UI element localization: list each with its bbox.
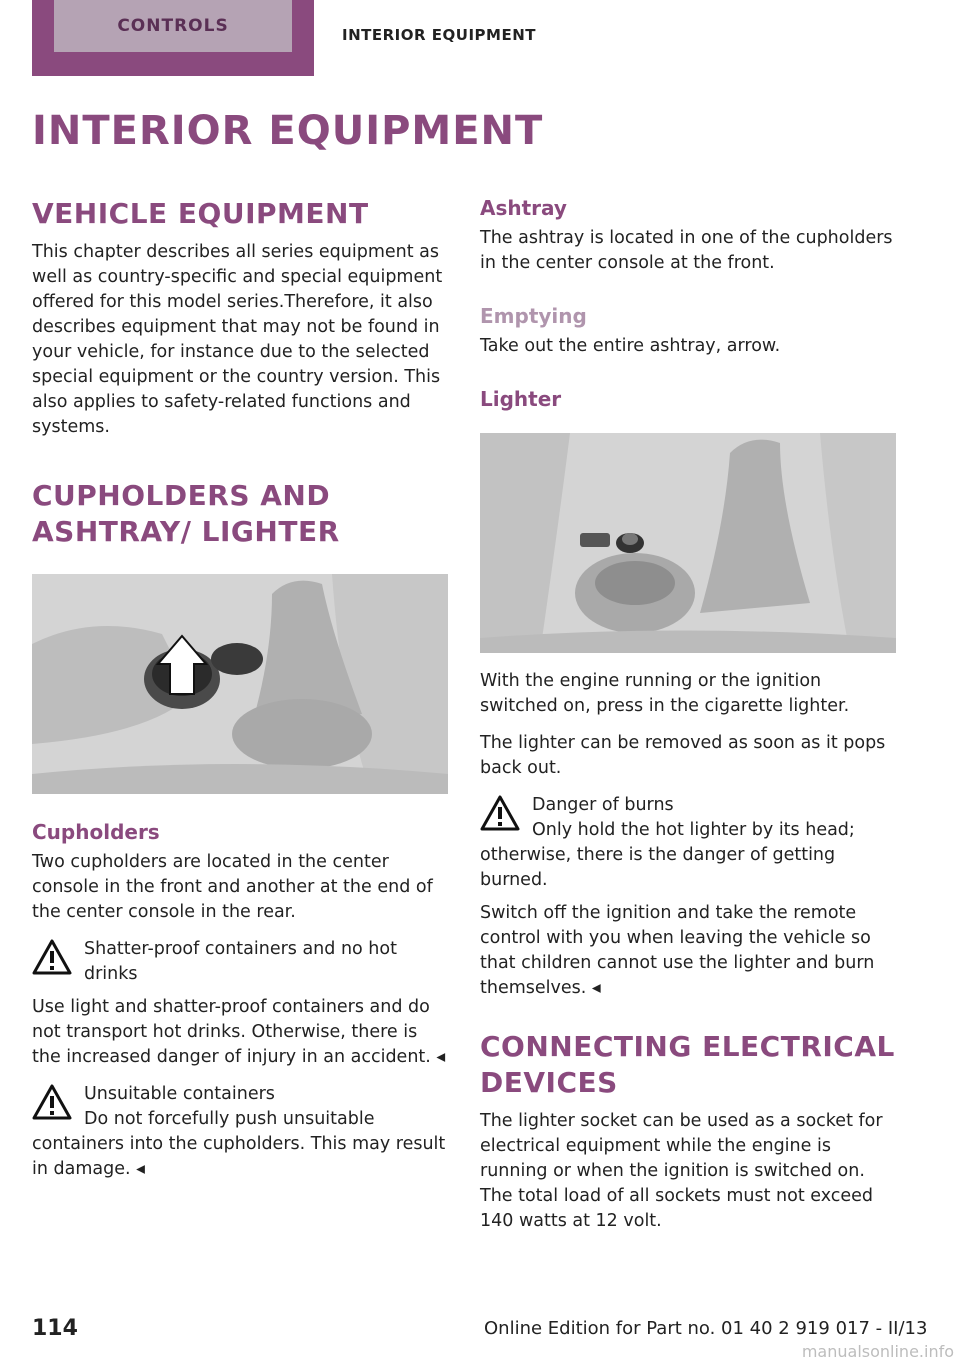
warning-unsuitable-containers xyxy=(32,1082,448,1182)
warning-triangle-icon xyxy=(480,795,520,831)
warning-text: Only hold the hot lighter by its head; otherwise, there is the danger of getting burned. xyxy=(480,820,855,890)
emptying-heading: Emptying xyxy=(480,304,587,328)
emptying-text: Take out the entire ashtray, arrow. xyxy=(480,336,781,356)
ashtray-text: The ashtray is located in one of the cupholders in the center console at the front. xyxy=(480,228,893,273)
edition-footer: Online Edition for Part no. 01 40 2 919 017 - II/13 xyxy=(484,1318,928,1339)
warning-danger-of-burns xyxy=(480,793,896,893)
page-title: INTERIOR EQUIPMENT xyxy=(32,108,544,154)
vehicle-equipment-heading: VEHICLE EQUIPMENT xyxy=(32,197,369,230)
warning-title: Danger of burns xyxy=(532,795,674,815)
lighter-text-2: The lighter can be removed as soon as it pops back out. xyxy=(480,733,886,778)
warning-triangle-icon xyxy=(32,1084,72,1120)
section-label: INTERIOR EQUIPMENT xyxy=(342,26,536,44)
warning-text: Use light and shatter-proof containers and do not transport hot drinks. Otherwise, there is the increased danger of injury in an accident. ◂ xyxy=(32,997,446,1067)
warning-title: Shatter-proof containers and no hot drinks xyxy=(84,939,397,984)
lighter-illustration xyxy=(480,433,896,653)
watermark: manualsonline.info xyxy=(801,1342,954,1361)
warning-text: Do not forcefully push unsuitable containers into the cupholders. This may result in damage. ◂ xyxy=(32,1109,446,1179)
left-column xyxy=(32,196,448,1190)
warning-triangle-icon xyxy=(32,939,72,975)
connecting-devices-heading: CONNECTING ELECTRICAL DEVICES xyxy=(480,1030,895,1099)
switch-off-text: Switch off the ignition and take the remote control with you when leaving the vehicle so that children cannot use the lighter and burn themselves. ◂ xyxy=(480,903,875,998)
lighter-text-1: With the engine running or the ignition switched on, press in the cigarette lighter. xyxy=(480,671,850,716)
cupholders-heading: CUPHOLDERS AND ASHTRAY/ LIGHTER xyxy=(32,479,340,548)
cupholders-ashtray-illustration xyxy=(32,574,448,794)
warning-title: Unsuitable containers xyxy=(84,1084,275,1104)
cupholders-subheading: Cupholders xyxy=(32,820,160,844)
cupholders-text: Two cupholders are located in the center console in the front and another at the end of the center console in the rear. xyxy=(32,852,433,922)
lighter-heading: Lighter xyxy=(480,387,562,411)
vehicle-equipment-text: This chapter describes all series equipment as well as country-specific and special equipment offered for this model series.Therefore, it also describes equipment that may not be found in your vehicle, for instance due to the selected special equipment or the country version. This also applies to safety-related functions and systems. xyxy=(32,242,443,437)
connecting-devices-text: The lighter socket can be used as a socket for electrical equipment while the engine is running or when the ignition is switched on. The total load of all sockets must not exceed 140 watts at 12 volt. xyxy=(480,1111,883,1231)
warning-shatter-proof xyxy=(32,937,448,987)
right-column xyxy=(480,196,896,1246)
ashtray-heading: Ashtray xyxy=(480,196,567,220)
chapter-tab[interactable] xyxy=(32,0,314,76)
chapter-tab-label: CONTROLS xyxy=(54,0,292,52)
page-number: 114 xyxy=(32,1316,78,1341)
